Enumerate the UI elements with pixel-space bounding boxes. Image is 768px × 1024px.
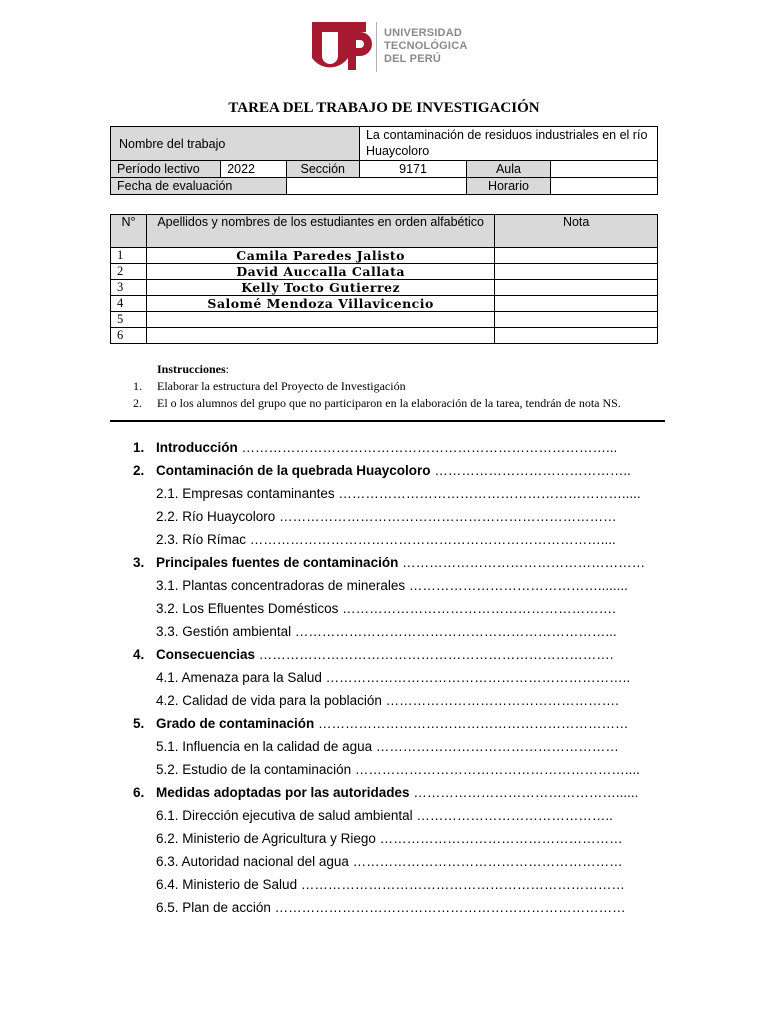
toc-subsection: [133, 574, 657, 597]
toc-number: 4.: [133, 647, 145, 662]
evaluation-date-label: Fecha de evaluación: [111, 178, 287, 195]
section-value: 9171: [359, 161, 466, 178]
toc-title: Grado de contaminación: [156, 716, 315, 731]
student-name: Salomé Mendoza Villavicencio: [146, 296, 494, 312]
row-number: 6: [111, 328, 147, 344]
toc-leader: ………………………………………………………………………...: [237, 440, 618, 455]
students-table: [110, 214, 658, 344]
col-number-header: N°: [111, 215, 147, 248]
toc-number: 2.: [133, 463, 145, 478]
classroom-value: [550, 161, 657, 178]
toc-title: 4.2. Calidad de vida para la población: [156, 693, 382, 708]
toc-section: [133, 551, 657, 574]
schedule-value: [550, 178, 657, 195]
student-name: [146, 312, 494, 328]
toc-number: 6.: [133, 785, 145, 800]
work-info-table: [110, 126, 658, 195]
toc-subsection: [133, 482, 657, 505]
toc-subsection: [133, 620, 657, 643]
instruction-item: 1. Elaborar la estructura del Proyecto de Investigación: [133, 379, 406, 393]
work-name-value: La contaminación de residuos industriales en el río Huaycoloro: [359, 127, 657, 161]
toc-leader: …………………………………………….: [381, 693, 619, 708]
student-grade[interactable]: [495, 264, 658, 280]
toc-title: Contaminación de la quebrada Huaycoloro: [156, 463, 431, 478]
toc-leader: ……………………………………………………………: [314, 716, 629, 731]
toc-section: [133, 436, 657, 459]
toc-leader: ………………………………………………………………: [297, 877, 625, 892]
toc-leader: ………………………………………………: [398, 555, 646, 570]
instructions: [133, 361, 621, 412]
toc-leader: ……………………………………………………………………: [270, 900, 626, 915]
toc-title: 2.1. Empresas contaminantes: [156, 486, 335, 501]
student-grade[interactable]: [495, 280, 658, 296]
table-row: [111, 264, 658, 280]
toc-leader: ……………………………………………………….....: [334, 486, 641, 501]
evaluation-date-value: [286, 178, 467, 195]
toc-title: 4.1. Amenaza para la Salud: [156, 670, 322, 685]
toc-title: Principales fuentes de contaminación: [156, 555, 399, 570]
toc-number: 3.: [133, 555, 145, 570]
student-grade[interactable]: [495, 296, 658, 312]
logo-line-2: TECNOLÓGICA: [384, 40, 468, 52]
logo-line-1: UNIVERSIDAD: [384, 27, 462, 39]
toc-subsection: [133, 896, 657, 919]
toc-leader: …………………………………………………………..: [321, 670, 631, 685]
toc-subsection: [133, 735, 657, 758]
toc-subsection: [133, 528, 657, 551]
toc-leader: ……………………………………..: [430, 463, 631, 478]
toc-subsection: [133, 827, 657, 850]
toc-leader: …………………………………………………………………: [275, 509, 617, 524]
student-name: [146, 328, 494, 344]
utp-logo-mark-icon: [308, 18, 378, 76]
schedule-label: Horario: [467, 178, 551, 195]
toc-leader: ……………………………………........: [405, 578, 628, 593]
table-row: [111, 248, 658, 264]
toc-leader: …………………………………………………….: [338, 601, 616, 616]
period-value: 2022: [221, 161, 286, 178]
period-label: Período lectivo: [111, 161, 221, 178]
toc-section: [133, 781, 657, 804]
university-name: [384, 27, 467, 66]
col-grade-header: Nota: [495, 215, 658, 248]
row-number: 5: [111, 312, 147, 328]
toc-leader: …………………………………………………………………….: [255, 647, 614, 662]
row-number: 1: [111, 248, 147, 264]
table-of-contents: [133, 436, 657, 919]
toc-subsection: [133, 873, 657, 896]
col-student-name-header: Apellidos y nombres de los estudiantes en orden alfabético: [146, 215, 494, 248]
row-number: 2: [111, 264, 147, 280]
toc-subsection: [133, 597, 657, 620]
document-title: TAREA DEL TRABAJO DE INVESTIGACIÓN: [228, 100, 540, 116]
work-name-label: Nombre del trabajo: [111, 127, 360, 161]
table-row: [111, 280, 658, 296]
toc-section: [133, 712, 657, 735]
row-number: 3: [111, 280, 147, 296]
toc-leader: ……………………………………..: [412, 808, 613, 823]
toc-leader: ……………………………………………………....: [351, 762, 640, 777]
toc-title: 6.2. Ministerio de Agricultura y Riego: [156, 831, 376, 846]
instruction-item: 2. El o los alumnos del grupo que no participaron en la elaboración de la tarea, tendrán de nota NS.: [133, 396, 621, 410]
row-number: 4: [111, 296, 147, 312]
toc-leader: ………………………………………………: [375, 831, 623, 846]
table-row: [111, 312, 658, 328]
section-label: Sección: [286, 161, 359, 178]
toc-title: 3.2. Los Efluentes Domésticos: [156, 601, 339, 616]
toc-title: 2.3. Río Rímac: [156, 532, 247, 547]
student-name: David Auccalla Callata: [146, 264, 494, 280]
instructions-heading: Instrucciones:: [157, 362, 230, 376]
student-name: Camila Paredes Jalisto: [146, 248, 494, 264]
toc-title: 3.1. Plantas concentradoras de minerales: [156, 578, 406, 593]
toc-title: 6.3. Autoridad nacional del agua: [156, 854, 349, 869]
toc-title: 3.3. Gestión ambiental: [156, 624, 292, 639]
toc-subsection: [133, 758, 657, 781]
toc-title: 6.4. Ministerio de Salud: [156, 877, 298, 892]
toc-subsection: [133, 850, 657, 873]
student-grade[interactable]: [495, 312, 658, 328]
toc-title: 5.1. Influencia en la calidad de agua: [156, 739, 373, 754]
table-row: [111, 328, 658, 344]
student-grade[interactable]: [495, 328, 658, 344]
table-row: [111, 296, 658, 312]
classroom-label: Aula: [467, 161, 551, 178]
toc-title: Medidas adoptadas por las autoridades: [156, 785, 410, 800]
logo-line-3: DEL PERÚ: [384, 53, 442, 65]
toc-title: Consecuencias: [156, 647, 256, 662]
toc-title: 5.2. Estudio de la contaminación: [156, 762, 352, 777]
toc-number: 1.: [133, 440, 145, 455]
toc-number: 5.: [133, 716, 145, 731]
toc-title: 2.2. Río Huaycoloro: [156, 509, 276, 524]
toc-leader: ……………………………………………………………………....: [246, 532, 616, 547]
student-name: Kelly Tocto Gutierrez: [146, 280, 494, 296]
toc-section: [133, 459, 657, 482]
toc-section: [133, 643, 657, 666]
toc-subsection: [133, 689, 657, 712]
toc-subsection: [133, 804, 657, 827]
toc-title: 6.1. Dirección ejecutiva de salud ambiental: [156, 808, 413, 823]
toc-title: 6.5. Plan de acción: [156, 900, 271, 915]
toc-leader: ………………………………………......: [409, 785, 639, 800]
toc-leader: ……………………………………………………: [348, 854, 623, 869]
toc-title: Introducción: [156, 440, 238, 455]
divider: [110, 420, 665, 422]
logo-separator: [376, 22, 377, 72]
toc-leader: ……………………………………………………………...: [291, 624, 617, 639]
toc-subsection: [133, 666, 657, 689]
toc-subsection: [133, 505, 657, 528]
student-grade[interactable]: [495, 248, 658, 264]
toc-leader: ………………………………………………: [372, 739, 619, 754]
